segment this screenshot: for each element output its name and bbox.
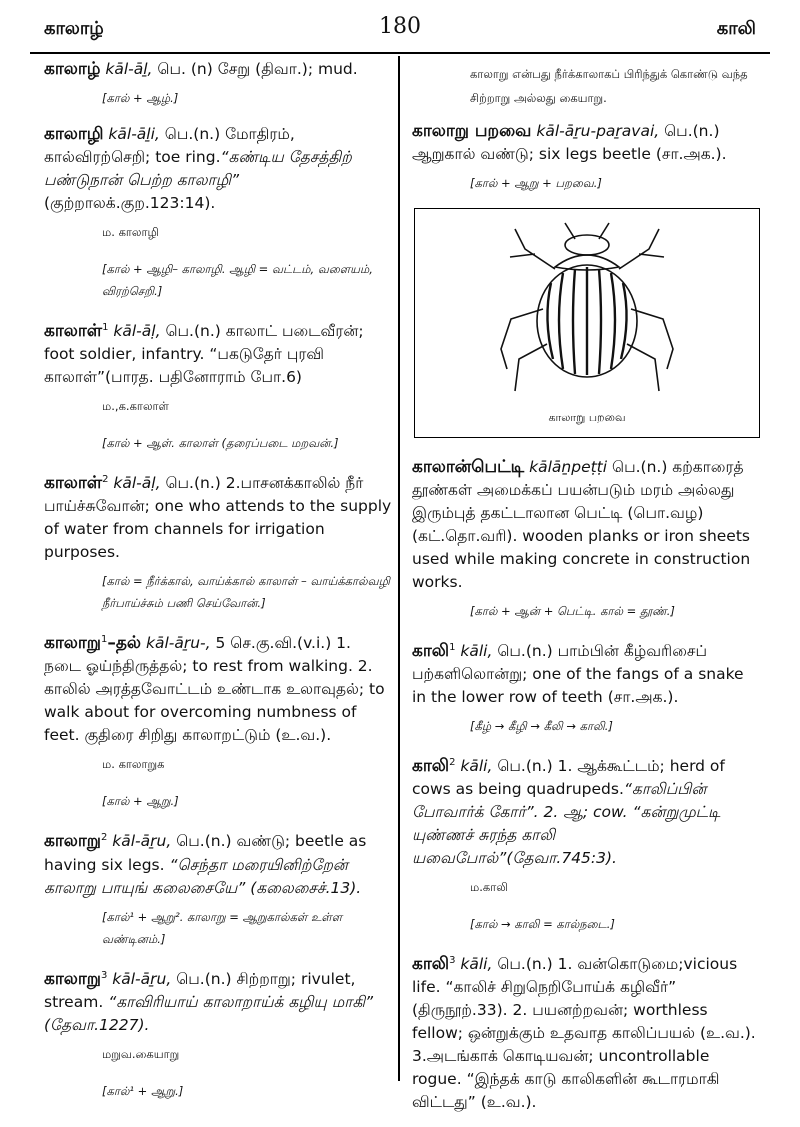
etymology: [கால் + ஆழி– காலாழி. ஆழி = வட்டம், வளையம், விரற்செறி.] <box>102 262 373 298</box>
header-rule <box>30 52 770 54</box>
dictionary-entry <box>412 949 760 1114</box>
dictionary-entry <box>44 316 392 454</box>
headword: காலாறு <box>44 633 101 654</box>
homonym-number: 2 <box>100 832 108 844</box>
definition: பெ.(n.) வண்டு; beetle as having six legs. <box>44 832 367 874</box>
transliteration: kāl-āḻi, <box>108 125 160 143</box>
dictionary-entry <box>44 58 392 109</box>
homonym-number: 1 <box>102 322 109 333</box>
headword-suffix: –தல் <box>107 633 142 654</box>
definition: பெ.(n.) பாம்பின் கீழ்வரிசைப் பற்களிலொன்று; one of the fangs of a snake in the lower row of teeth (சா.அக.). <box>412 642 744 707</box>
headword: காலாறு <box>44 831 101 852</box>
definition: பெ.(n.) 1. வன்கொடுமை;vicious life. “காலிச் சிறுநெறிபோய்க் கழிவீர்” (திருநூற்.33). 2. பயனற்றவன்; worthless fellow; ஒன்றுக்கும் உதவாத காலிப்பயல் (உ.வ.). 3.அடங்காக் கொடியவன்; uncontrollable rogue. “இந்தக் காடு காலிகளின் கூடாரமாகி விட்டது” (உ.வ.). <box>412 955 756 1112</box>
headword: காலாழி <box>44 124 104 144</box>
headword: காலி <box>412 954 450 975</box>
definition: பெ.(n.) காலாட் படைவீரன்; foot soldier, infantry. “பகடுதேர் புரவி காலாள்”(பாரத. பதினோராம் போ.6) <box>44 322 364 387</box>
etymology: [கால் + ஆள். காலாள் (தரைப்படை மறவன்.] <box>102 436 339 451</box>
transliteration: kāl-āḷ, <box>113 474 161 493</box>
dictionary-entry <box>44 826 392 949</box>
transliteration: kāli, <box>460 757 493 776</box>
definition: பெ.(n.) 2.பாசனக்காலில் நீர் பாய்ச்சுவோன்; one who attends to the supply of water from channels for irrigation purposes. <box>44 474 392 562</box>
dictionary-entry <box>44 964 392 1102</box>
definition: பெ. (n) சேறு (திவா.); mud. <box>152 60 358 78</box>
cognate: ம.காலி <box>470 880 508 895</box>
right-column <box>412 58 760 1127</box>
dictionary-entry <box>44 123 392 302</box>
transliteration: kāl-āṟu, <box>112 969 172 988</box>
citation: (கலைசைச்.13). <box>245 878 362 897</box>
definition: பெ.(n.) கற்காரைத் தூண்கள் அமைக்கப் பயன்படும் மரம் அல்லது இரும்புத் தகட்டாலான பெட்டி (பொ.வழ) (கட்.தொ.வரி). wooden planks or iron sheets used while making concrete in construction works. <box>412 458 751 591</box>
transliteration: kālāṉpeṭṭi <box>529 458 608 476</box>
cognate: ம. காலாறுக <box>102 757 165 772</box>
transliteration: kāl-āṟu, <box>112 832 172 851</box>
page-header <box>0 0 800 50</box>
beetle-icon <box>415 209 759 409</box>
transliteration: kāl-āṟu-paṟavai, <box>536 122 660 140</box>
etymology: [கால் + ஆன் + பெட்டி. கால் = தூண்.] <box>470 604 675 618</box>
left-column <box>44 58 392 1116</box>
quotation: “காலிப்பின் போவார்க் கோர்”. 2. ஆ; cow. “கன்றுமுட்டி யுண்ணச் சுரந்த காலி யவைபோல்” <box>412 780 721 868</box>
headword: காலாறு பறவை <box>412 121 532 141</box>
etymology: [கால் → காலி = கால்நடை.] <box>470 917 615 932</box>
headword: காலான்பெட்டி <box>412 457 525 477</box>
definition: 5 செ.கு.வி.(v.i.) 1. நடை ஓய்ந்திருத்தல்; to rest from walking. 2. காலில் அரத்தவோட்டம் உண்டாக உலாவுதல்; to walk about for overcoming numbness of feet. குதிரை சிறிது காலாறட்டும் (உ.வ.). <box>44 634 385 745</box>
etymology: [கால் = நீர்க்கால், வாய்க்கால் காலாள் – வாய்க்கால்வழி நீர்பாய்ச்சும் பணி செய்வோன்.] <box>102 574 390 611</box>
homonym-number: 3 <box>449 955 456 967</box>
etymology: [கால்¹ + ஆறு.] <box>102 1083 184 1098</box>
homonym-number: 3 <box>100 969 108 981</box>
running-head-left: காலாழ் <box>44 18 104 39</box>
transliteration: kāl-āḻ, <box>105 60 153 78</box>
etymology: [கால்¹ + ஆறு². காலாறு = ஆறுகால்கள் உள்ள வண்டினம்.] <box>102 909 343 946</box>
definition: பெ.(n.) ஆறுகால் வண்டு; six legs beetle (சா.அக.). <box>412 122 727 163</box>
running-head-right: காலி <box>716 18 756 39</box>
quotation: “காவிரியாய் காலாறாய்க் கழியு மாகி” <box>108 992 374 1011</box>
dictionary-entry <box>412 456 760 622</box>
dictionary-entry <box>44 628 392 812</box>
figure-caption: காலாறு பறவை <box>548 411 626 424</box>
headword: காலாள் <box>44 473 103 494</box>
homonym-number: 2 <box>449 757 456 769</box>
etymology: [கால் + ஆழ்.] <box>102 91 179 105</box>
quotation: “செந்தா மரையினிற்றேன் காலாறு பாயுங் கலைசையே” <box>44 855 348 897</box>
beetle-illustration <box>414 208 760 438</box>
transliteration: kāl-āṟu-, <box>145 634 211 653</box>
continued-note: காலாறு என்பது நீர்க்காலாகப் பிரிந்துக் கொண்டு வந்த சிற்றாறு அல்லது கையாறு. <box>470 67 748 105</box>
cognate: மறுவ.கையாறு <box>102 1046 180 1061</box>
dictionary-entry <box>412 636 760 737</box>
dictionary-entry <box>412 751 760 935</box>
citation: (தேவா.1227). <box>44 1015 150 1034</box>
headword: காலாழ் <box>44 59 101 79</box>
cognate: ம.,க.காலாள் <box>102 399 169 414</box>
homonym-number: 1 <box>449 642 456 653</box>
homonym-number: 2 <box>102 474 109 486</box>
dictionary-entry <box>44 468 392 614</box>
quotation: “கண்டிய தேசத்திற் பண்டுநான் பெற்ற காலாழி” <box>44 148 352 189</box>
definition: பெ.(n.) மோதிரம், கால்விரற்செறி; toe ring. <box>44 125 295 166</box>
etymology: [கால் + ஆறு.] <box>102 794 179 809</box>
headword: காலி <box>412 756 450 777</box>
headword: காலாறு <box>44 968 101 989</box>
definition: பெ.(n.) 1. ஆக்கூட்டம்; herd of cows as being quadrupeds. <box>412 757 725 799</box>
transliteration: kāli, <box>460 642 493 661</box>
headword: காலாள் <box>44 321 103 342</box>
dictionary-entry <box>412 120 760 194</box>
page-number: 180 <box>379 14 421 39</box>
citation: (குற்றாலக்.குற.123:14). <box>44 194 216 212</box>
transliteration: kāli, <box>460 955 493 974</box>
etymology: [கால் + ஆறு + பறவை.] <box>470 176 602 190</box>
transliteration: kāl-āḷ, <box>113 322 161 341</box>
headword: காலி <box>412 641 450 662</box>
column-divider <box>398 56 400 1081</box>
etymology: [கீழ் → கீழி → கீலி → காலி.] <box>470 719 613 734</box>
homonym-number: 1 <box>100 634 108 646</box>
cognate: ம. காலாழி <box>102 225 159 239</box>
definition: பெ.(n.) சிற்றாறு; rivulet, stream. <box>44 969 356 1011</box>
citation: (தேவா.745:3). <box>506 849 617 868</box>
